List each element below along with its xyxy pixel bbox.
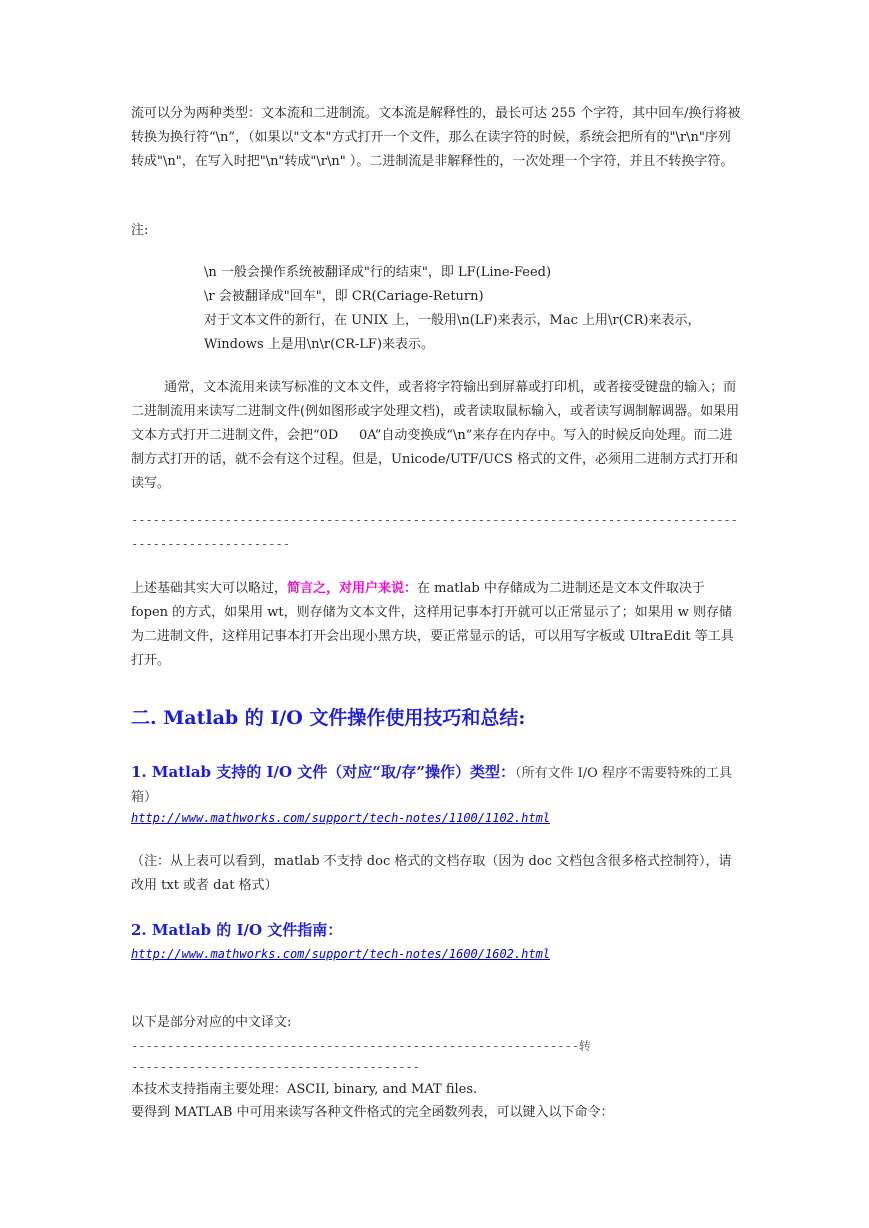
link-1-row	[131, 806, 741, 831]
paragraph-stream-types: 流可以分为两种类型：文本流和二进制流。文本流是解释性的，最长可达 255 个字符，其中回车/换行将被转换为换行符“\n”，（如果以"文本"方式打开一个文件，那么在读字符的时候，系统会把所有的"\r\n"序列转成"\n"，在写入时把"\n"转成"\r\n" ）。二进制流是非解释性的，一次处理一个字符，并且不转换字符。	[131, 106, 741, 169]
paragraph-text-binary-usage: 通常，文本流用来读写标准的文本文件，或者将字符输出到屏幕或打印机，或者接受键盘的输入；而二进制流用来读写二进制文件(例如图形或字处理文档)，或者读取鼠标输入，或者读写调制解调器。如果用文本方式打开二进制文件，会把“0D 0A”自动变换成“\n”来存在内存中。写入的时候反向处理。而二进制方式打开的话，就不会有这个过程。但是，Unicode/UTF/UCS 格式的文件，必须用二进制方式打开和读写。	[131, 380, 740, 491]
tech-note-link-1602[interactable]: http://www.mathworks.com/support/tech-notes/1600/1602.html	[131, 947, 551, 961]
subsection-1	[131, 760, 741, 810]
separator-line-4: ----------------------------------------	[131, 1060, 420, 1074]
note-line-newline: 对于文本文件的新行，在 UNIX 上，一般用\n(LF)来表示，Mac 上用\r(CR)来表示，	[204, 313, 701, 328]
paragraph-doc-note: （注：从上表可以看到，matlab 不支持 doc 格式的文档存取（因为 doc 文档包含很多格式控制符），请改用 txt 或者 dat 格式）	[131, 854, 732, 893]
paragraph-summary	[131, 577, 741, 673]
section-heading: 二. Matlab 的 I/O 文件操作使用技巧和总结:	[131, 707, 526, 729]
subsection-2	[131, 918, 741, 944]
separator-line-3: --------------------------------------------------------------转	[131, 1039, 591, 1053]
tech-note-link-1102[interactable]: http://www.mathworks.com/support/tech-notes/1100/1102.html	[131, 811, 551, 825]
subsection-2-title: 2. Matlab 的 I/O 文件指南：	[131, 921, 343, 939]
separator-line-1: ------------------------------------------------------------------------------------	[131, 513, 738, 527]
separator-line-2: ----------------------	[131, 537, 290, 551]
summary-prefix: 上述基础其实大可以略过，	[131, 581, 288, 596]
paragraph-translation-intro: 以下是部分对应的中文译文:	[131, 1015, 292, 1030]
paragraph-function-list: 要得到 MATLAB 中可用来读写各种文件格式的完全函数列表，可以键入以下命令：	[131, 1105, 614, 1120]
note-line-cr: \r 会被翻译成"回车"，即 CR(Cariage-Return)	[204, 289, 484, 304]
note-label: 注:	[131, 223, 149, 238]
summary-highlight: 简言之，对用户来说：	[287, 581, 418, 596]
summary-text: 在 matlab 中存储成为二进制还是文本文件取决于 fopen 的方式，如果用 wt，则存储为文本文件，这样用记事本打开就可以正常显示了；如果用 w 则存储为二进制文件，这样用记事本打开会出现小黑方块，要正常显示的话，可以用写字板或 UltraEdit 等工具打开。	[131, 581, 734, 668]
paragraph-guide-scope: 本技术支持指南主要处理：ASCII, binary, and MAT files.	[131, 1082, 478, 1097]
note-line-windows: Windows 上是用\n\r(CR-LF)来表示。	[204, 337, 435, 352]
link-2-row	[131, 942, 741, 967]
subsection-1-title: 1. Matlab 支持的 I/O 文件（对应“取/存”操作）类型：	[131, 763, 516, 781]
note-line-lf: \n 一般会操作系统被翻译成"行的结束"，即 LF(Line-Feed)	[204, 265, 552, 280]
subsection-1-note: （所有文件 I/O 程序不需要特殊的工具箱）	[131, 766, 732, 805]
